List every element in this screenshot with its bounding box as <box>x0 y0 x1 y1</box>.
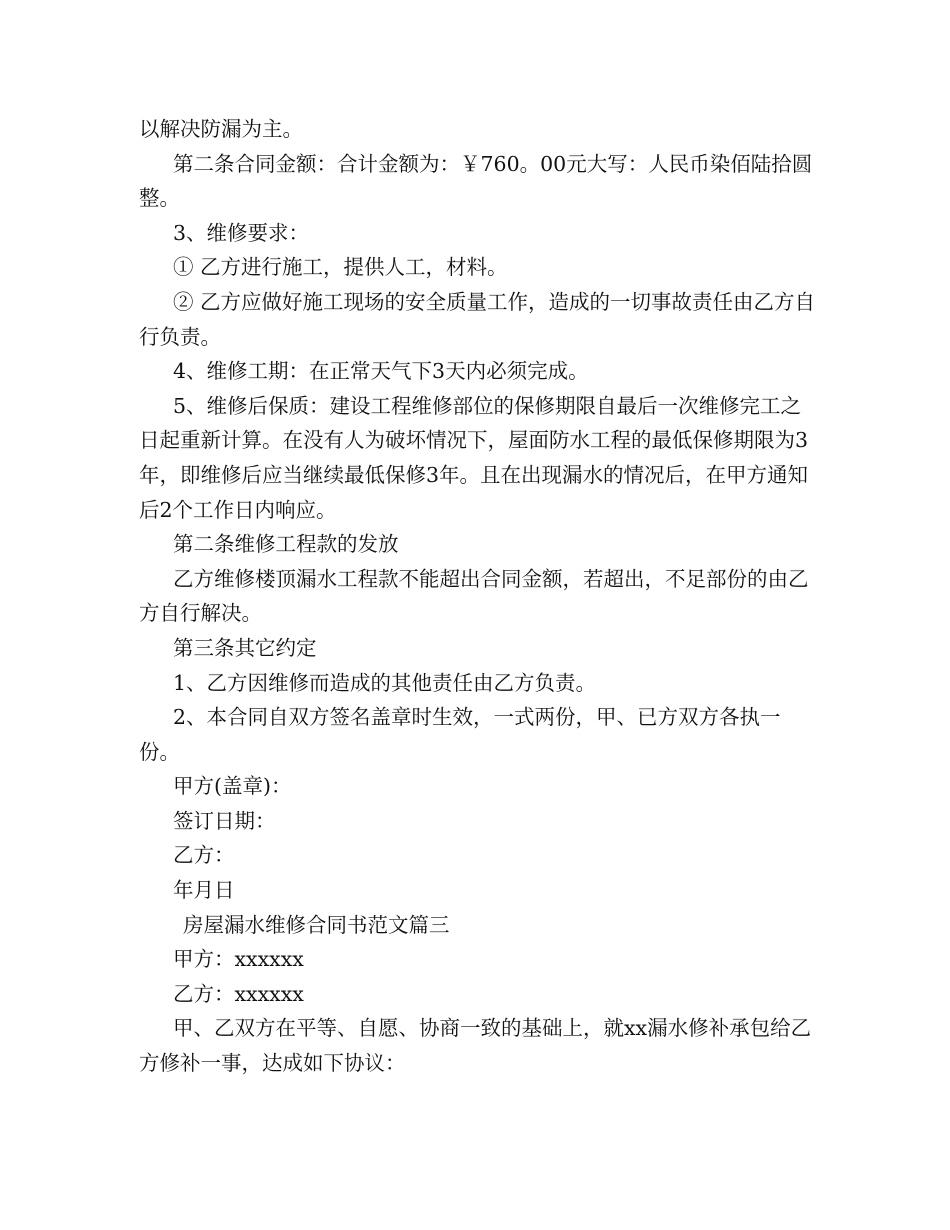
signature-party-a: 甲方(盖章)： <box>173 774 292 799</box>
paragraph-requirement-2: ② 乙方应做好施工现场的安全质量工作，造成的一切事故责任由乙方自行负责。 <box>139 289 816 349</box>
signature-party-b: 乙方： <box>173 843 235 868</box>
section-title-3: 房屋漏水维修合同书范文篇三 <box>183 912 450 937</box>
paragraph-payment-terms: 乙方维修楼顶漏水工程款不能超出合同金额，若超出，不足部份的由乙方自行解决。 <box>139 566 809 626</box>
paragraph-other-terms-heading: 第三条其它约定 <box>173 635 317 660</box>
paragraph-warranty: 5、维修后保质：建设工程维修部位的保修期限自最后一次维修完工之日起重新计算。在没有人为破坏情况下，屋面防水工程的最低保修期限为3年，即维修后应当继续最低保修3年。且在出现漏水的情况后，在甲方通知后2个工作日内响应。 <box>139 393 809 522</box>
party-b-line: 乙方：xxxxxx <box>173 981 304 1006</box>
paragraph-repair-requirements: 3、维修要求： <box>173 220 310 245</box>
paragraph-continuation: 以解决防漏为主。 <box>139 117 303 141</box>
signature-year-month-day: 年月日 <box>173 878 235 903</box>
paragraph-requirement-1: ① 乙方进行施工，提供人工，材料。 <box>173 255 508 280</box>
signature-date: 签订日期： <box>173 808 276 833</box>
document-body <box>139 112 819 1081</box>
paragraph-repair-period: 4、维修工期：在正常天气下3天内必须完成。 <box>173 359 589 384</box>
paragraph-payment-heading: 第二条维修工程款的发放 <box>173 532 399 557</box>
paragraph-contract-amount: 第二条合同金额：合计金额为：￥760。00元大写：人民币染佰陆拾圆整。 <box>139 151 813 211</box>
paragraph-agreement-intro: 甲、乙双方在平等、自愿、协商一致的基础上，就xx漏水修补承包给乙方修补一事，达成如下协议： <box>139 1016 812 1076</box>
paragraph-other-term-1: 1、乙方因维修而造成的其他责任由乙方负责。 <box>173 670 597 695</box>
party-a-line: 甲方：xxxxxx <box>173 947 304 972</box>
paragraph-other-term-2: 2、本合同自双方签名盖章时生效，一式两份，甲、已方双方各执一份。 <box>139 705 781 764</box>
